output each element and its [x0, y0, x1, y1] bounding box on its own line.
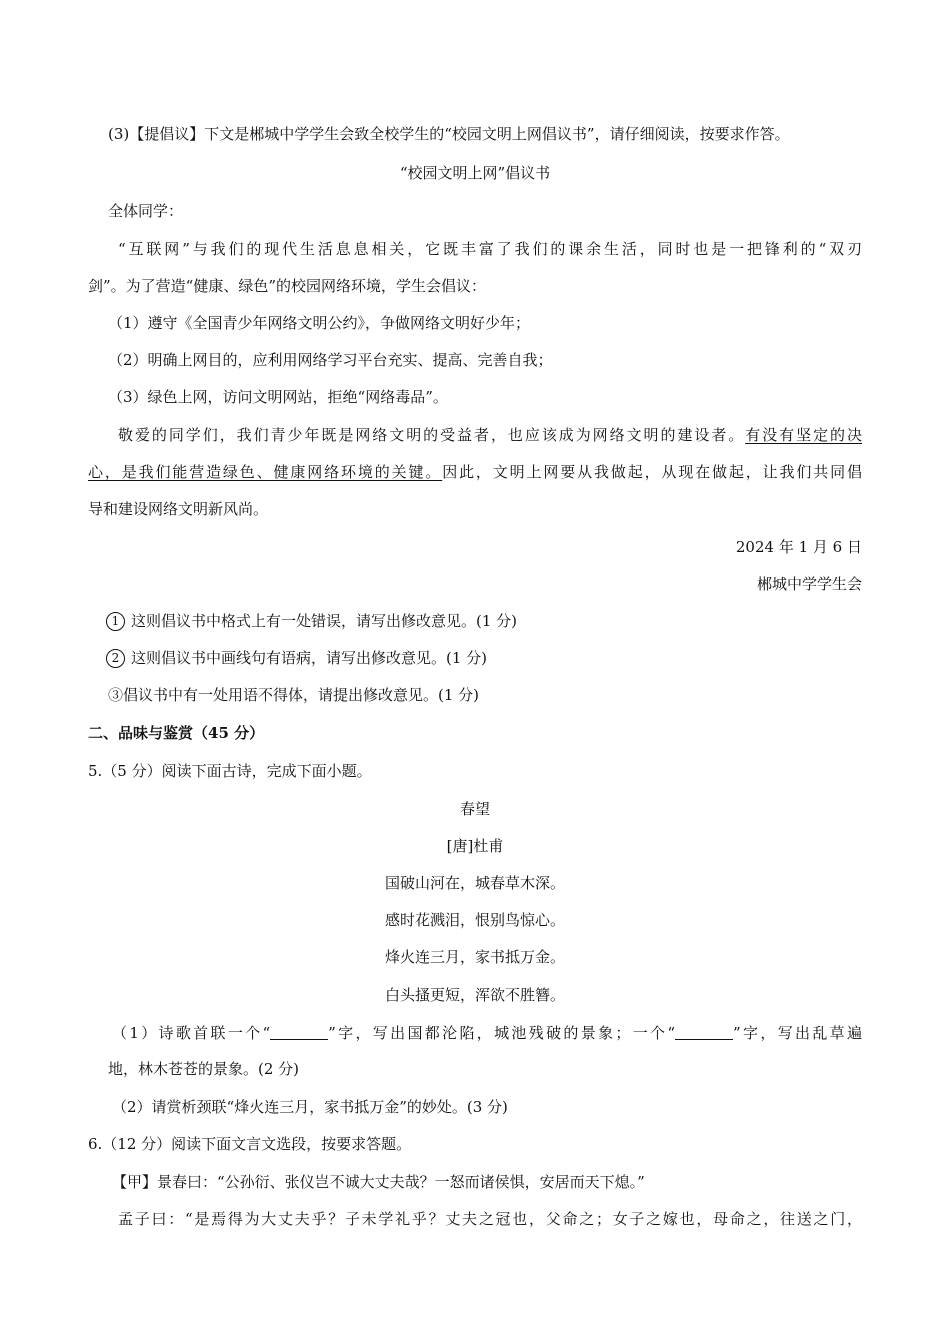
poem-line-3: 烽火连三月，家书抵万金。: [384, 948, 565, 966]
proposal-para2-line3: 导和建设网络文明新风尚。: [88, 500, 269, 518]
question-5-sub1-line1: [112, 1023, 862, 1043]
proposal-para1-line2: 剑”。为了营造“健康、绿色”的校园网络环境，学生会倡议：: [88, 277, 487, 295]
circled-number-1: 1: [106, 612, 125, 631]
proposal-item-1: （1）遵守《全国青少年网络文明公约》，争做网络文明好少年；: [108, 314, 531, 332]
proposal-item-3: （3）绿色上网，访问文明网站，拒绝“网络毒品”。: [108, 388, 448, 406]
task3-question-2: [106, 648, 487, 668]
section-2-heading: 二、品味与鉴赏（45 分）: [88, 724, 265, 742]
proposal-para1-line1: “互联网”与我们的现代生活息息相关，它既丰富了我们的课余生活，同时也是一把锋利的“双刃: [118, 240, 862, 258]
question-5-sub2: （2）请赏析颈联“烽火连三月，家书抵万金”的妙处。(3 分): [112, 1098, 508, 1116]
proposal-salutation: 全体同学：: [108, 202, 184, 220]
proposal-item-2: （2）明确上网目的，应利用网络学习平台充实、提高、完善自我；: [108, 351, 553, 369]
question-5-sub1-line2: 地，林木苍苍的景象。(2 分): [108, 1060, 300, 1078]
question-1-text: 这则倡议书中格式上有一处错误，请写出修改意见。(1 分): [131, 612, 518, 630]
task3-intro: (3)【提倡议】下文是郴城中学学生会致全校学生的“校园文明上网倡议书”，请仔细阅读，按要求作答。: [108, 125, 790, 143]
poem-title: 春望: [459, 800, 490, 818]
para2-plain-text-2: 因此，文明上网要从我做起，从现在做起，让我们共同倡: [442, 463, 862, 481]
answer-blank-2[interactable]: [675, 1025, 733, 1040]
question-5-stem: 5.（5 分）阅读下面古诗，完成下面小题。: [88, 762, 372, 780]
task3-question-1: [106, 611, 517, 631]
underlined-sentence-part1: 有没有坚定的决: [745, 426, 862, 444]
underlined-sentence-part2: 心，是我们能营造绿色、健康网络环境的关键。: [88, 463, 443, 481]
poem-line-4: 白头搔更短，浑欲不胜簪。: [384, 986, 565, 1004]
proposal-title: “校园文明上网”倡议书: [399, 164, 551, 182]
sub1-text-b: ”字，写出国都沦陷，城池残破的景象；一个“: [328, 1024, 676, 1042]
poem-line-2: 感时花溅泪，恨别鸟惊心。: [384, 911, 565, 929]
sub1-text-a: （1）诗歌首联一个“: [112, 1024, 271, 1042]
proposal-signature: 郴城中学学生会: [756, 575, 862, 593]
para2-plain-text: 敬爱的同学们，我们青少年既是网络文明的受益者，也应该成为网络文明的建设者。: [118, 426, 746, 444]
proposal-date: 2024 年 1 月 6 日: [735, 538, 862, 556]
proposal-para2-line1: [118, 425, 862, 445]
proposal-para2-line2: [88, 462, 862, 482]
question-2-text: 这则倡议书中画线句有语病，请写出修改意见。(1 分): [131, 649, 488, 667]
passage-mengzi: 孟子曰：“是焉得为大丈夫乎？子未学礼乎？丈夫之冠也，父命之；女子之嫁也，母命之，往送之门，: [118, 1210, 862, 1228]
answer-blank-1[interactable]: [270, 1025, 328, 1040]
task3-question-3: ③倡议书中有一处用语不得体，请提出修改意见。(1 分): [108, 686, 480, 704]
passage-jia: 【甲】景春曰：“公孙衍、张仪岂不诚大丈夫哉？一怒而诸侯惧，安居而天下熄。”: [112, 1173, 645, 1191]
poem-line-1: 国破山河在，城春草木深。: [384, 874, 565, 892]
poem-author: [唐]杜甫: [446, 837, 504, 855]
circled-number-2: 2: [106, 649, 125, 668]
question-6-stem: 6.（12 分）阅读下面文言文选段，按要求答题。: [88, 1135, 412, 1153]
sub1-text-c: ”字，写出乱草遍: [733, 1024, 863, 1042]
